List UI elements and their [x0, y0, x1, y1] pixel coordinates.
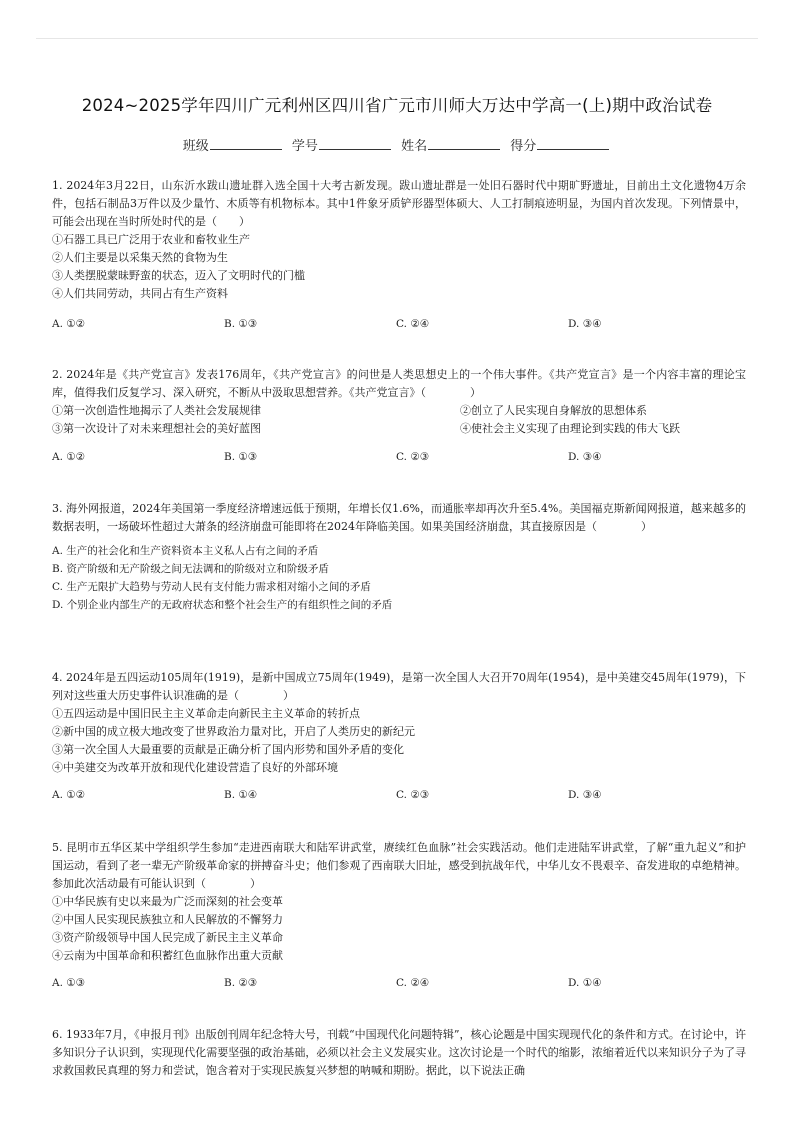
question-stem: 3. 海外网报道，2024年美国第一季度经济增速远低于预期，年增长仅1.6%，而通胀率却再次升至5.4%。美国福克斯新闻网报道，越来越多的数据表明，一场破坏性超过大萧条的经济崩盘可能即将在2024年降临美国。如果美国经济崩盘，其直接原因是（ ） — [52, 502, 746, 533]
option-c[interactable]: C. ②④ — [396, 318, 430, 330]
student-number-label: 学号 — [291, 139, 318, 154]
option-a[interactable]: A. ①② — [52, 789, 86, 801]
statement-item: ④中美建交为改革开放和现代化建设营造了良好的外部环境 — [52, 761, 338, 774]
question-4 — [52, 669, 746, 804]
name-blank[interactable] — [428, 137, 500, 150]
answer-options — [52, 448, 746, 466]
statement-item: ③人类摆脱蒙昧野蛮的状态，迈入了文明时代的门槛 — [52, 269, 305, 282]
option-b[interactable]: B. ①③ — [224, 451, 258, 463]
statement-item: ②人们主要是以采集天然的食物为生 — [52, 251, 228, 264]
option-c[interactable]: C. ②④ — [396, 977, 430, 989]
question-6 — [52, 1026, 746, 1080]
statement-item: ①石器工具已广泛用于农业和畜牧业生产 — [52, 233, 250, 246]
student-number-blank[interactable] — [319, 137, 391, 150]
option-d[interactable]: D. ③④ — [568, 451, 602, 463]
statement-item: ①第一次创造性地揭示了人类社会发展规律 — [52, 404, 261, 417]
question-stem: 5. 昆明市五华区某中学组织学生参加“走进西南联大和陆军讲武堂，赓续红色血脉”社会实践活动。他们走进陆军讲武堂，了解“重九起义”和护国运动，看到了老一辈无产阶级革命家的拼搏奋斗史；他们参观了西南联大旧址，感受到抗战年代，中华儿女不畏艰辛、奋发进取的卓绝精神。参加此次活动最有可能认识到（ ） — [52, 841, 746, 890]
score-label: 得分 — [510, 139, 537, 154]
option-d[interactable]: D. ③④ — [568, 789, 602, 801]
option-b[interactable]: B. ①④ — [224, 789, 258, 801]
statement-item: ①中华民族有史以来最为广泛而深刻的社会变革 — [52, 895, 283, 908]
statement-item: ②创立了人民实现自身解放的思想体系 — [460, 404, 647, 417]
statement-item: ④云南为中国革命和积蓄红色血脉作出重大贡献 — [52, 949, 283, 962]
class-blank[interactable] — [210, 137, 282, 150]
answer-options — [52, 542, 746, 614]
question-2 — [52, 366, 746, 466]
statement-grid — [52, 402, 746, 438]
student-info-line — [0, 135, 794, 154]
answer-options — [52, 786, 746, 804]
statement-item: ④使社会主义实现了由理论到实践的伟大飞跃 — [460, 422, 680, 435]
statement-item: ①五四运动是中国旧民主主义革命走向新民主主义革命的转折点 — [52, 707, 360, 720]
option-b[interactable]: B. ②③ — [224, 977, 258, 989]
statement-item: ②中国人民实现民族独立和人民解放的不懈努力 — [52, 913, 283, 926]
option-a[interactable]: A. ①② — [52, 318, 86, 330]
question-1 — [52, 177, 746, 333]
statement-item: ④人们共同劳动，共同占有生产资料 — [52, 287, 228, 300]
statement-item: ②新中国的成立极大地改变了世界政治力量对比，开启了人类历史的新纪元 — [52, 725, 415, 738]
option-b[interactable]: B. ①③ — [224, 318, 258, 330]
option-c[interactable]: C. 生产无限扩大趋势与劳动人民有支付能力需求相对缩小之间的矛盾 — [52, 581, 371, 593]
question-stem: 2. 2024年是《共产党宣言》发表176周年，《共产党宣言》的问世是人类思想史上的一个伟大事件。《共产党宣言》是一个内容丰富的理论宝库，值得我们反复学习、深入研究，不断从中汲取思想营养。《共产党宣言》（ ） — [52, 368, 746, 399]
answer-options — [52, 974, 746, 992]
question-stem: 1. 2024年3月22日，山东沂水跋山遗址群入选全国十大考古新发现。跋山遗址群是一处旧石器时代中期旷野遗址，目前出土文化遗物4万余件，包括石制品3万件以及少量竹、木质等有机物标本。其中1件象牙质铲形器型体硕大、人工打制痕迹明显，为国内首次发现。下列情景中，可能会出现在当时所处时代的是（ ） — [52, 179, 746, 228]
name-label: 姓名 — [401, 139, 428, 154]
score-blank[interactable] — [537, 137, 609, 150]
page-title: 2024~2025学年四川广元利州区四川省广元市川师大万达中学高一(上)期中政治试卷 — [81, 96, 713, 115]
option-a[interactable]: A. ①③ — [52, 977, 86, 989]
statement-item: ③第一次全国人大最重要的贡献是正确分析了国内形势和国外矛盾的变化 — [52, 743, 404, 756]
question-3 — [52, 500, 746, 614]
option-a[interactable]: A. ①② — [52, 451, 86, 463]
option-d[interactable]: D. 个别企业内部生产的无政府状态和整个社会生产的有组织性之间的矛盾 — [52, 599, 393, 611]
statement-item: ③资产阶级领导中国人民完成了新民主主义革命 — [52, 931, 283, 944]
option-a[interactable]: A. 生产的社会化和生产资料资本主义私人占有之间的矛盾 — [52, 545, 319, 557]
option-c[interactable]: C. ②③ — [396, 451, 430, 463]
header-divider — [36, 38, 758, 39]
question-stem: 4. 2024年是五四运动105周年(1919)，是新中国成立75周年(1949)，是第一次全国人大召开70周年(1954)，是中美建交45周年(1979)，下列对这些重大历史事件认识准确的是（ ） — [52, 671, 746, 702]
statement-item: ③第一次设计了对未来理想社会的美好蓝图 — [52, 422, 261, 435]
option-c[interactable]: C. ②③ — [396, 789, 430, 801]
question-5 — [52, 839, 746, 992]
answer-options — [52, 315, 746, 333]
option-d[interactable]: D. ①④ — [568, 977, 602, 989]
question-stem: 6. 1933年7月，《申报月刊》出版创刊周年纪念特大号，刊载“中国现代化问题特辑”，核心论题是中国实现现代化的条件和方式。在讨论中，许多知识分子认识到，实现现代化需要坚强的政治基础，必须以社会主义发展实业。这次讨论是一个时代的缩影，浓缩着近代以来知识分子为了寻求救国救民真理的努力和尝试，饱含着对于实现民族复兴梦想的呐喊和期盼。据此，以下说法正确 — [52, 1028, 746, 1077]
class-label: 班级 — [182, 139, 209, 154]
option-d[interactable]: D. ③④ — [568, 318, 602, 330]
option-b[interactable]: B. 资产阶级和无产阶级之间无法调和的阶级对立和阶级矛盾 — [52, 563, 329, 575]
